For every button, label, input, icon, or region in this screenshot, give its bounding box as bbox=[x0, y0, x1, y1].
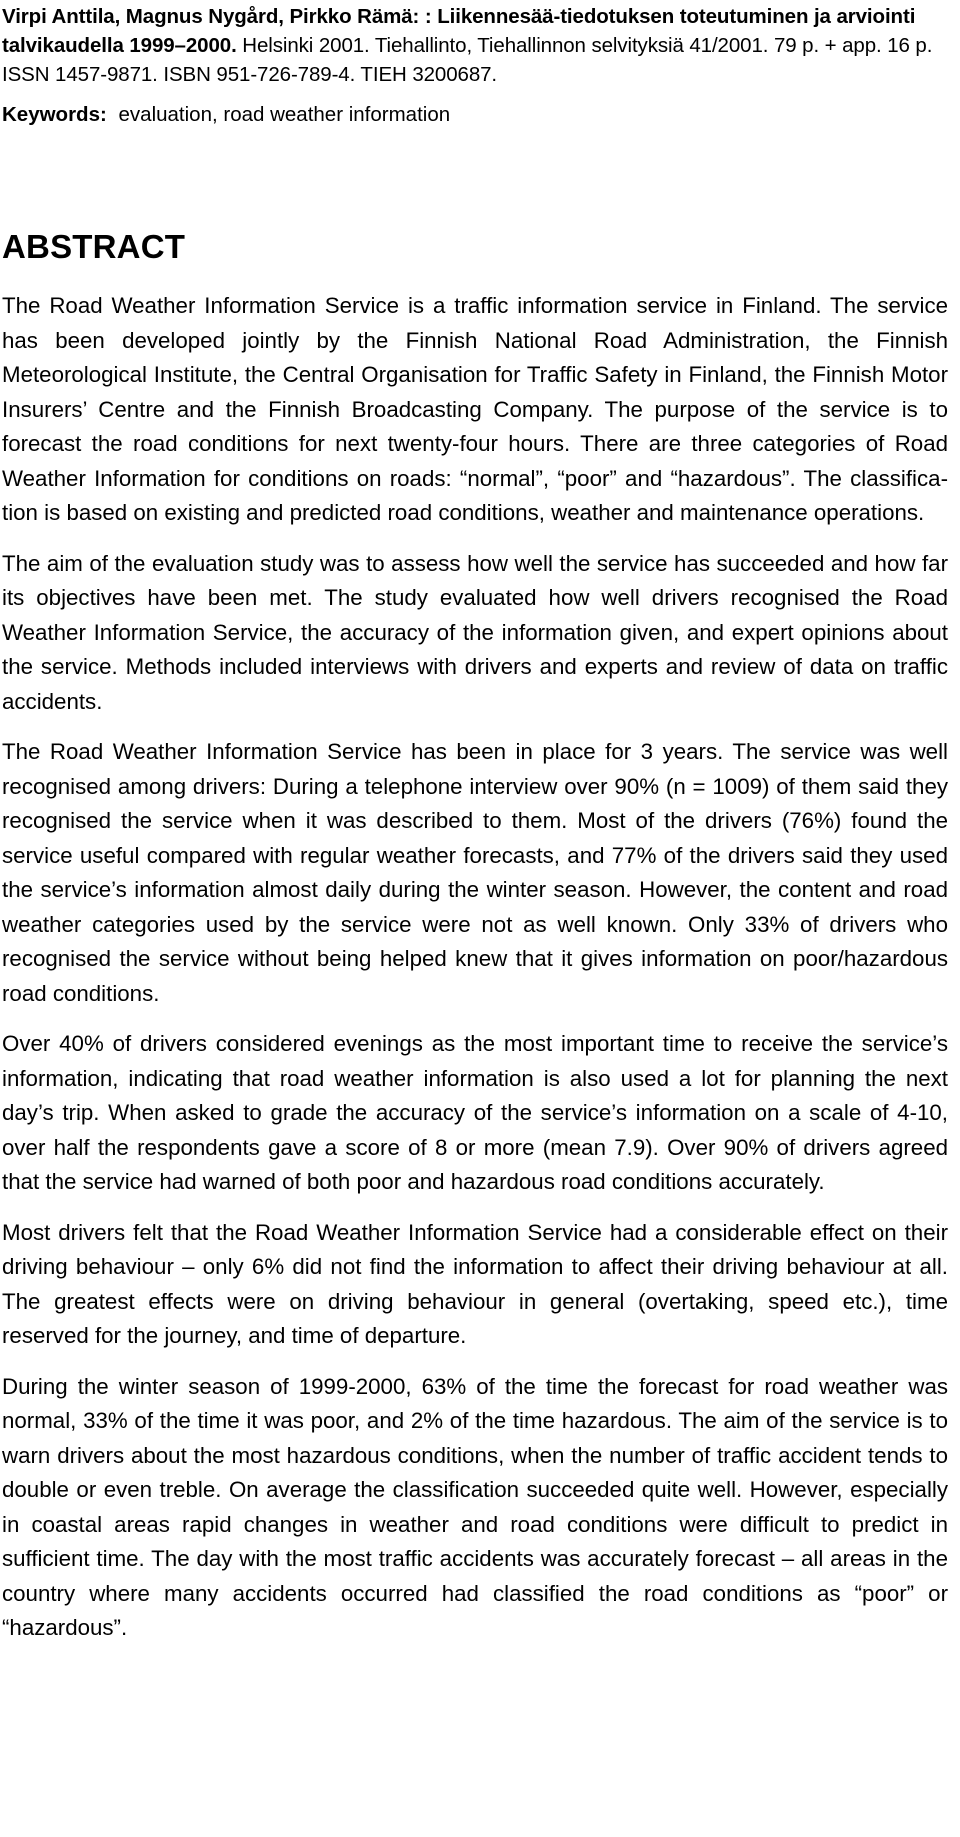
keywords-label: Keywords: bbox=[2, 103, 107, 126]
abstract-paragraph: Most drivers felt that the Road Weather Information Service had a considerable effect on their driving behaviour – only 6% did not find the information to affect their driving behaviour at all. The greatest effects were on driving behaviour in general (overtaking, speed etc.), time reserved for the journey, and time of departure. bbox=[2, 1219, 948, 1348]
citation-authors: Virpi Anttila, Magnus Nygård, Pirkko Rämä: : bbox=[2, 5, 432, 28]
abstract-paragraph: The Road Weather Information Service has been in place for 3 years. The service was well recognised among drivers: During a telephone interview over 90% (n = 1009) of them said they recognised the service when it was described to them. Most of the drivers (76%) found the service useful compared with regular weather forecasts, and 77% of the drivers said they used the service’s information almost daily during the winter season. However, the content and road weather categories used by the service were not as well known. Only 33% of drivers who recognised the service without being helped knew that it gives information on poor/hazardous road conditions. bbox=[2, 739, 948, 1006]
citation-title: Liikennesää-tiedotuksen toteutuminen ja arviointi talvikaudella 1999–2000. bbox=[2, 5, 916, 57]
citation-details: Helsinki 2001. Tiehallinto, Tiehallinnon selvityksiä 41/2001. 79 p. + app. 16 p. ISSN 1457-9871. ISBN 951-726-789-4. TIEH 3200687. bbox=[2, 34, 933, 86]
keywords-value: evaluation, road weather information bbox=[118, 103, 451, 126]
bibliographic-citation bbox=[2, 0, 948, 89]
document-page bbox=[2, 0, 948, 1662]
abstract-paragraph: The Road Weather Information Service is a traffic information service in Finland. The service has been developed jointly by the Finnish National Road Administration, the Finnish Meteorological Institute, the Central Organisation for Traffic Safety in Finland, the Finnish Motor Insurers’ Centre and the Finnish Broadcasting Company. The purpose of the service is to forecast the road conditions for next twenty-four hours. There are three categories of Road Weather Information for conditions on roads: “normal”, “poor” and “hazardous”. The classification is based on existing and predicted road conditions, weather and maintenance operations. bbox=[2, 293, 948, 525]
abstract-paragraph: The aim of the evaluation study was to assess how well the service has succeeded and how far its objectives have been met. The study evaluated how well drivers recognised the Road Weather Information Service, the accuracy of the information given, and expert opinions about the service. Methods included interviews with drivers and experts and review of data on traffic accidents. bbox=[2, 550, 948, 714]
abstract-paragraph: Over 40% of drivers considered evenings as the most important time to receive the service’s information, indicating that road weather information is also used a lot for planning the next day’s trip. When asked to grade the accuracy of the service’s information on a scale of 4-10, over half the respondents gave a score of 8 or more (mean 7.9). Over 90% of drivers agreed that the service had warned of both poor and hazardous road conditions accurately. bbox=[2, 1031, 948, 1194]
abstract-paragraph: During the winter season of 1999-2000, 63% of the time the forecast for road weather was normal, 33% of the time it was poor, and 2% of the time hazardous. The aim of the service is to warn drivers about the most hazardous conditions, when the number of traffic accident tends to double or even treble. On average the classification succeeded quite well. However, especially in coastal areas rapid changes in weather and road conditions were difficult to predict in sufficient time. The day with the most traffic accidents was accurately forecast – all areas in the country where many accidents occurred had classified the road conditions as “poor” or “hazardous”. bbox=[2, 1373, 948, 1640]
abstract-body bbox=[2, 289, 948, 1646]
abstract-heading: ABSTRACT bbox=[2, 228, 186, 265]
keywords-line bbox=[2, 100, 948, 129]
